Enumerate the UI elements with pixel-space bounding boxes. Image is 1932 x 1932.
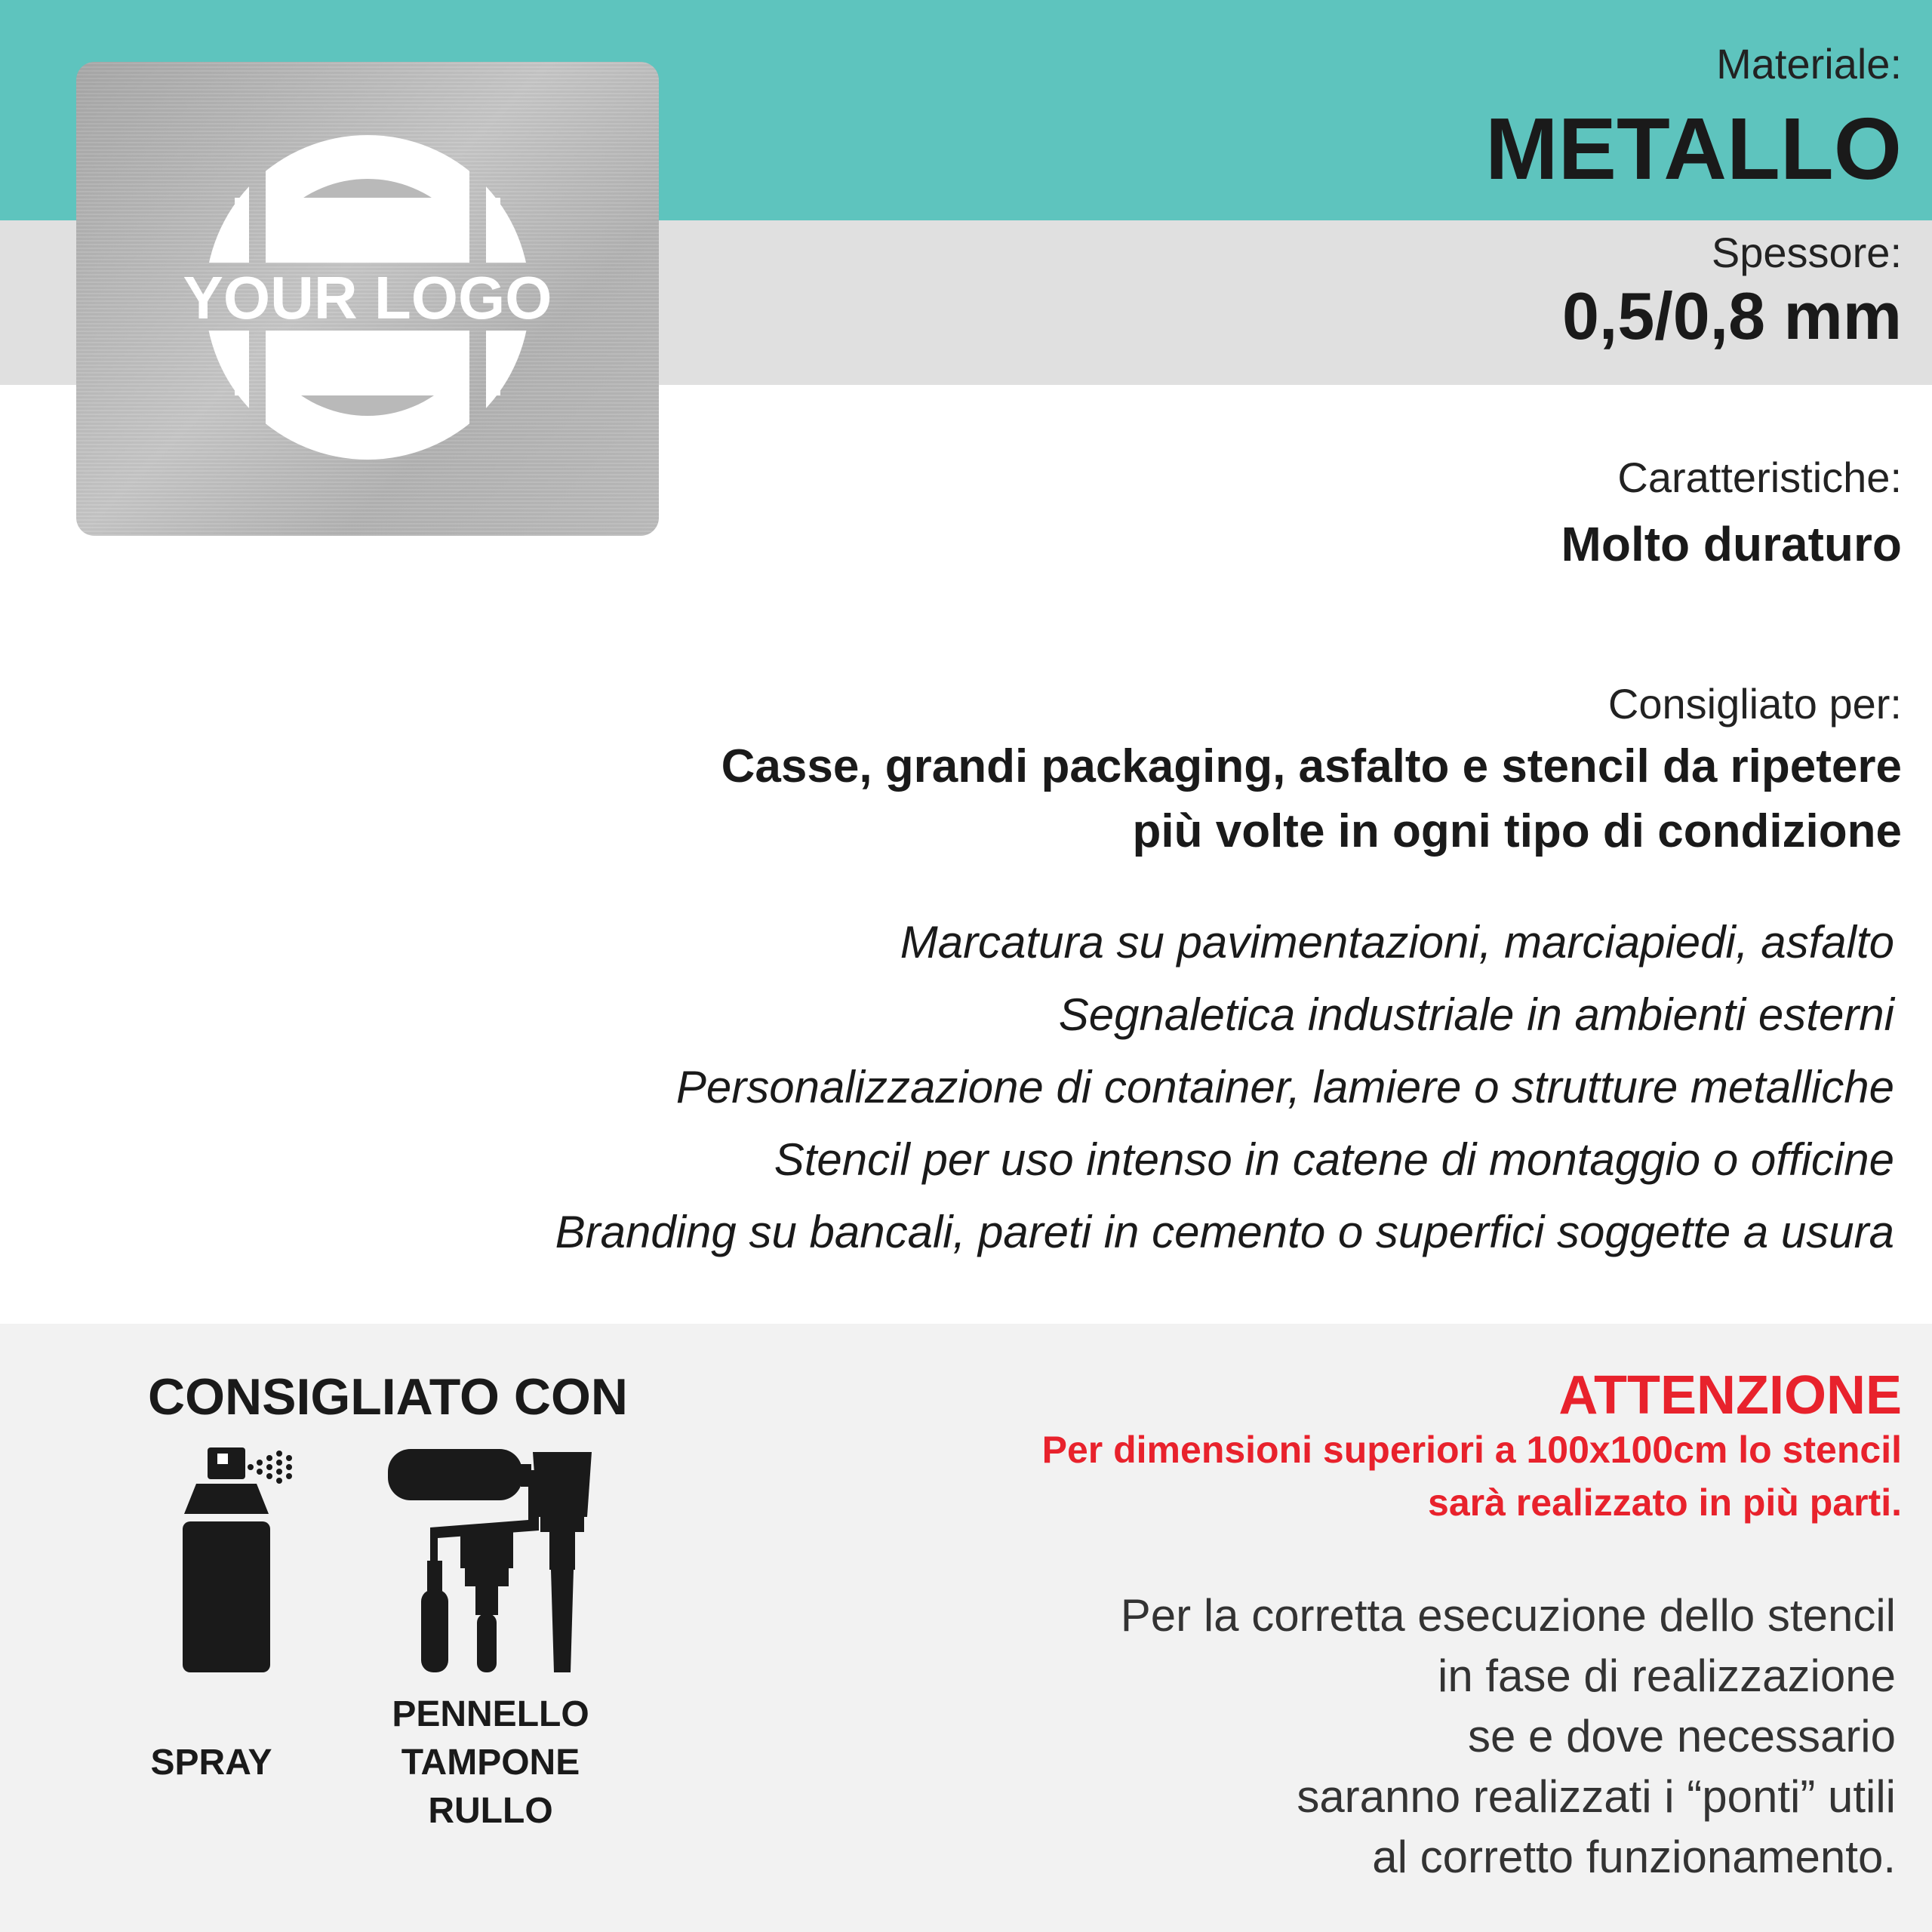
logo-text: YOUR LOGO [183,264,552,331]
warning-line: sarà realizzato in più parti. [1428,1481,1902,1524]
metal-plate-image [76,62,659,536]
spray-label: SPRAY [150,1743,272,1783]
recommended-for-line: Casse, grandi packaging, asfalto e stencil da ripetere [721,740,1902,792]
use-item: Stencil per uso intenso in catene di montaggio o officine [774,1134,1894,1185]
note-line: saranno realizzati i “ponti” utili [1297,1771,1896,1822]
thickness-value: 0,5/0,8 mm [1561,278,1902,353]
brush-label-line: PENNELLO [392,1694,589,1734]
features-value: Molto duraturo [1561,517,1902,571]
roller-brush-icon [377,1447,604,1674]
warning-line: Per dimensioni superiori a 100x100cm lo stencil [1041,1429,1902,1471]
material-value: METALLO [1485,100,1902,198]
material-label: Materiale: [1716,40,1902,88]
note-line: in fase di realizzazione [1437,1651,1896,1701]
warning-title: ATTENZIONE [1558,1365,1902,1426]
use-item: Segnaletica industriale in ambienti esterni [1058,989,1894,1040]
recommended-for-label: Consigliato per: [1607,680,1902,728]
recommended-with-title: CONSIGLIATO CON [148,1368,628,1426]
brush-label-line: RULLO [428,1791,553,1831]
thickness-label: Spessore: [1711,229,1902,276]
note-line: Per la corretta esecuzione dello stencil [1120,1590,1896,1641]
features-label: Caratteristiche: [1617,454,1902,501]
use-item: Marcatura su pavimentazioni, marciapiedi, asfalto [900,917,1894,968]
brush-label-line: TAMPONE [401,1743,580,1783]
note-line: al corretto funzionamento. [1372,1832,1896,1882]
recommended-for-line: più volte in ogni tipo di condizione [1132,805,1902,857]
use-item: Branding su bancali, pareti in cemento o superfici soggette a usura [555,1207,1894,1257]
stencil-logo-icon [76,62,659,536]
use-item: Personalizzazione di container, lamiere o strutture metalliche [675,1062,1894,1112]
note-line: se e dove necessario [1467,1711,1896,1761]
spray-can-icon [166,1447,317,1674]
